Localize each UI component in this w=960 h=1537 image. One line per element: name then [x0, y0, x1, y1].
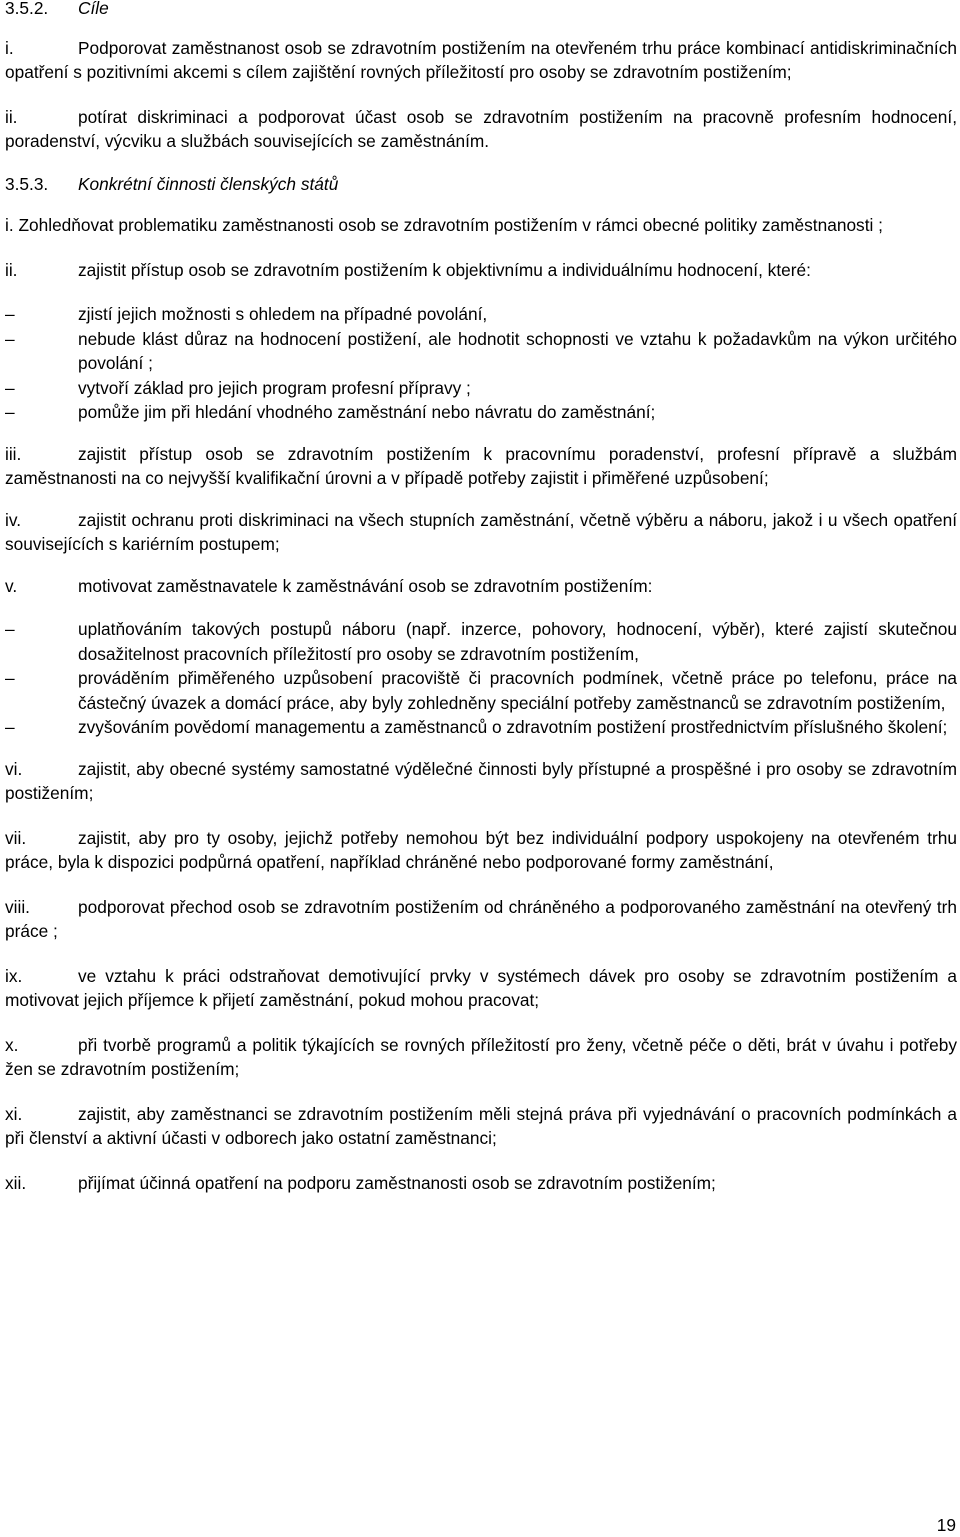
dash-bullet: –	[5, 402, 15, 422]
list-item-text: uplatňováním takových postupů náboru (např. inzerce, pohovory, hodnocení, výběr), které zajistí skutečnou dosažitelnost pracovních příležitostí pro osoby se zdravotním postižením,	[78, 619, 957, 664]
list-item	[5, 400, 957, 425]
item-text: motivovat zaměstnavatele k zaměstnávání osob se zdravotním postižením:	[78, 575, 653, 596]
dash-bullet: –	[5, 328, 15, 349]
section-title: Konkrétní činnosti členských států	[78, 173, 339, 194]
list-item	[5, 617, 957, 666]
item-label: x.	[5, 1034, 19, 1055]
item-label: viii.	[5, 896, 30, 917]
item-text: potírat diskriminaci a podporovat účast osob se zdravotním postižením na pracovně profesním hodnocení, poradenství, výcviku a službách souvisejících se zaměstnáním.	[5, 106, 957, 151]
assessment-criteria-list	[5, 302, 957, 425]
activity-item-xii	[5, 1171, 957, 1196]
item-label: iii.	[5, 443, 22, 464]
employer-motivation-list	[5, 617, 957, 740]
list-item-text: zjistí jejich možnosti s ohledem na případné povolání,	[78, 304, 488, 324]
item-label: i.	[5, 37, 14, 58]
list-item-text: vytvoří základ pro jejich program profesní přípravy ;	[78, 377, 471, 398]
activity-item-iii	[5, 442, 957, 491]
dash-bullet: –	[5, 619, 15, 639]
item-text: zajistit ochranu proti diskriminaci na všech stupních zaměstnání, včetně výběru a náboru, jakož i u všech opatření souvisejících s kariérním postupem;	[5, 509, 957, 554]
activity-item-vii	[5, 826, 957, 875]
section-number: 3.5.3.	[5, 173, 49, 194]
dash-bullet: –	[5, 377, 15, 398]
item-label: vii.	[5, 827, 27, 848]
section-number: 3.5.2.	[5, 0, 49, 18]
item-label: ii.	[5, 106, 18, 127]
list-item-text: prováděním přiměřeného uzpůsobení pracoviště či pracovních podmínek, včetně práce po telefonu, práce na částečný úvazek a domácí práce, aby byly zohledněny speciální potřeby zaměstnanců se zdravotním postižením,	[78, 668, 957, 713]
activity-item-ii	[5, 258, 957, 283]
item-text: zajistit přístup osob se zdravotním postižením k pracovnímu poradenství, profesní přípravě a službám zaměstnanosti na co nejvyšší kvalifikační úrovni a v případě potřeby zajistit i přiměřené uzpůsobení;	[5, 443, 957, 488]
section-heading-goals	[5, 0, 957, 21]
activity-item-ix	[5, 964, 957, 1013]
activity-item-x	[5, 1033, 957, 1082]
list-item	[5, 327, 957, 376]
item-label: v.	[5, 575, 18, 596]
item-text: přijímat účinná opatření na podporu zaměstnanosti osob se zdravotním postižením;	[78, 1172, 716, 1193]
document-page	[5, 0, 957, 1195]
goal-item-ii	[5, 105, 957, 154]
item-text: zajistit, aby pro ty osoby, jejichž potřeby nemohou být bez individuální podpory uspokojeny na otevřeném trhu práce, byla k dispozici podpůrná opatření, například chráněné nebo podporované formy zaměstnání,	[5, 827, 957, 872]
item-text: zajistit přístup osob se zdravotním postižením k objektivnímu a individuálnímu hodnocení, které:	[78, 259, 811, 280]
activity-item-i	[5, 213, 957, 238]
activity-item-xi	[5, 1102, 957, 1151]
dash-bullet: –	[5, 668, 15, 688]
item-text: zajistit, aby obecné systémy samostatné výdělečné činnosti byly přístupné a prospěšné i pro osoby se zdravotním postižením;	[5, 758, 957, 803]
activity-item-viii	[5, 895, 957, 944]
item-text: ve vztahu k práci odstraňovat demotivující prvky v systémech dávek pro osoby se zdravotním postižením a motivovat jejich příjemce k přijetí zaměstnání, pokud mohou pracovat;	[5, 965, 957, 1010]
item-label: vi.	[5, 758, 23, 779]
list-item	[5, 302, 957, 327]
activity-item-iv	[5, 508, 957, 557]
page-number: 19	[936, 1515, 956, 1535]
list-item-text: zvyšováním povědomí managementu a zaměstnanců o zdravotním postižení prostřednictvím příslušného školení;	[78, 717, 948, 737]
item-text: zajistit, aby zaměstnanci se zdravotním postižením měli stejná práva při vyjednávání o pracovních podmínkách a při členství a aktivní účasti v odborech jako ostatní zaměstnanci;	[5, 1103, 957, 1148]
item-label: xi.	[5, 1103, 23, 1124]
item-text: Zohledňovat problematiku zaměstnanosti osob se zdravotním postižením v rámci obecné politiky zaměstnanosti ;	[18, 215, 883, 235]
item-label: ix.	[5, 965, 23, 986]
section-heading-activities	[5, 172, 957, 197]
item-label: xii.	[5, 1172, 27, 1193]
item-text: Podporovat zaměstnanost osob se zdravotním postižením na otevřeném trhu práce kombinací antidiskriminačních opatření s pozitivními akcemi s cílem zajištění rovných příležitostí pro osoby se zdravotním postižením;	[5, 37, 957, 82]
goal-item-i	[5, 36, 957, 85]
list-item	[5, 715, 957, 740]
list-item-text: pomůže jim při hledání vhodného zaměstnání nebo návratu do zaměstnání;	[78, 402, 656, 422]
item-text: při tvorbě programů a politik týkajících se rovných příležitostí pro ženy, včetně péče o děti, brát v úvahu i potřeby žen se zdravotním postižením;	[5, 1034, 957, 1079]
section-title: Cíle	[78, 0, 109, 18]
item-label: iv.	[5, 509, 21, 530]
item-text: podporovat přechod osob se zdravotním postižením od chráněného a podporovaného zaměstnání na otevřený trh práce ;	[5, 896, 957, 941]
dash-bullet: –	[5, 304, 15, 324]
item-label: ii.	[5, 259, 18, 280]
activity-item-vi	[5, 757, 957, 806]
list-item-text: nebude klást důraz na hodnocení postižení, ale hodnotit schopnosti ve vztahu k požadavkům na výkon určitého povolání ;	[78, 328, 957, 373]
dash-bullet: –	[5, 717, 15, 737]
list-item	[5, 376, 957, 401]
list-item	[5, 666, 957, 715]
item-label: i.	[5, 215, 14, 235]
activity-item-v	[5, 574, 957, 599]
